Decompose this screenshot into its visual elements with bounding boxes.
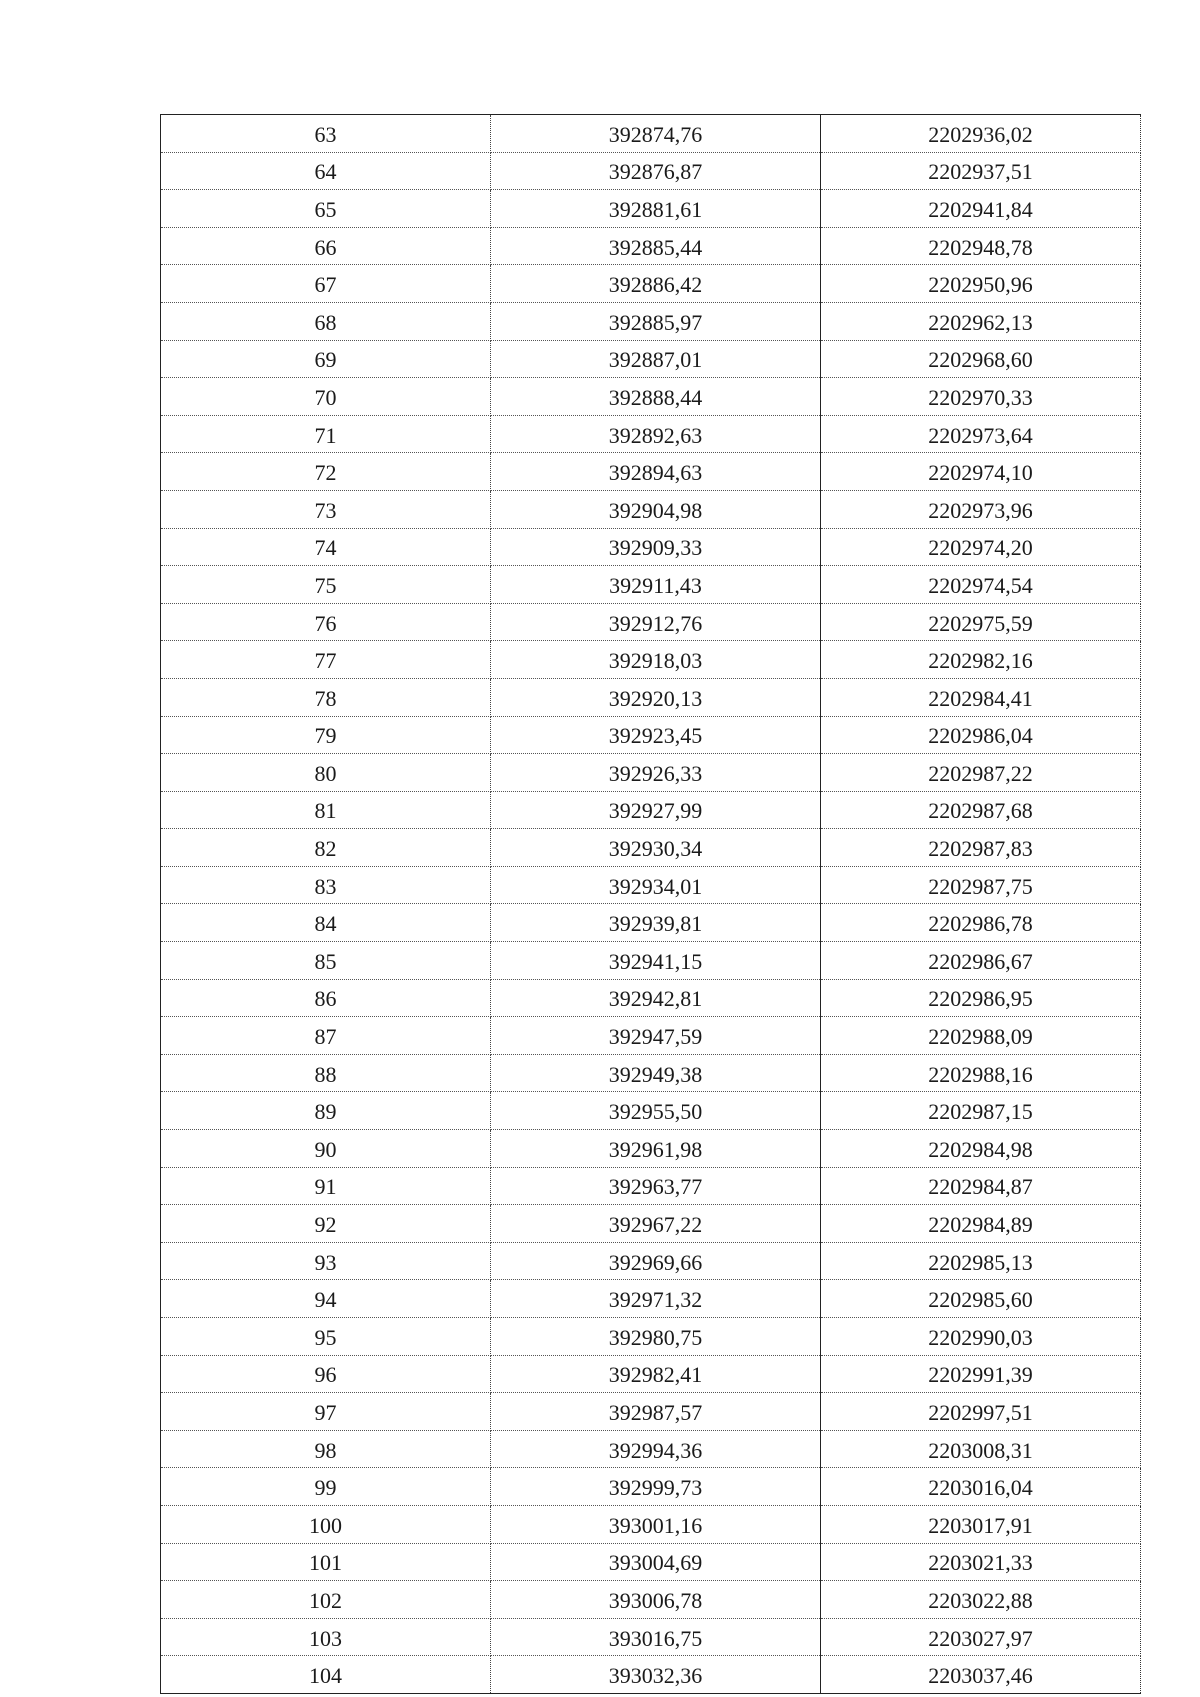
point-number-cell: 90 bbox=[161, 1130, 491, 1168]
y-coordinate-cell: 2202987,15 bbox=[821, 1092, 1141, 1130]
x-coordinate-cell: 392874,76 bbox=[491, 115, 821, 153]
y-coordinate-cell: 2202991,39 bbox=[821, 1355, 1141, 1393]
table-row bbox=[161, 678, 1141, 716]
point-number-cell: 81 bbox=[161, 791, 491, 829]
point-number-cell: 94 bbox=[161, 1280, 491, 1318]
y-coordinate-cell: 2202970,33 bbox=[821, 378, 1141, 416]
point-number-cell: 86 bbox=[161, 979, 491, 1017]
point-number-cell: 88 bbox=[161, 1054, 491, 1092]
y-coordinate-cell: 2202950,96 bbox=[821, 265, 1141, 303]
table-row bbox=[161, 641, 1141, 679]
x-coordinate-cell: 392927,99 bbox=[491, 791, 821, 829]
x-coordinate-cell: 392881,61 bbox=[491, 190, 821, 228]
table-row bbox=[161, 378, 1141, 416]
y-coordinate-cell: 2202990,03 bbox=[821, 1318, 1141, 1356]
y-coordinate-cell: 2202974,54 bbox=[821, 566, 1141, 604]
y-coordinate-cell: 2202988,16 bbox=[821, 1054, 1141, 1092]
table-row bbox=[161, 302, 1141, 340]
point-number-cell: 89 bbox=[161, 1092, 491, 1130]
table-row bbox=[161, 603, 1141, 641]
point-number-cell: 76 bbox=[161, 603, 491, 641]
point-number-cell: 96 bbox=[161, 1355, 491, 1393]
x-coordinate-cell: 392926,33 bbox=[491, 754, 821, 792]
y-coordinate-cell: 2203008,31 bbox=[821, 1430, 1141, 1468]
point-number-cell: 70 bbox=[161, 378, 491, 416]
point-number-cell: 66 bbox=[161, 227, 491, 265]
x-coordinate-cell: 393032,36 bbox=[491, 1656, 821, 1694]
point-number-cell: 82 bbox=[161, 829, 491, 867]
x-coordinate-cell: 392918,03 bbox=[491, 641, 821, 679]
table-row bbox=[161, 1393, 1141, 1431]
table-row bbox=[161, 566, 1141, 604]
table-row bbox=[161, 1543, 1141, 1581]
x-coordinate-cell: 392909,33 bbox=[491, 528, 821, 566]
table-row bbox=[161, 716, 1141, 754]
table-row bbox=[161, 1430, 1141, 1468]
point-number-cell: 103 bbox=[161, 1618, 491, 1656]
table-row bbox=[161, 904, 1141, 942]
table-row bbox=[161, 754, 1141, 792]
coordinates-table bbox=[160, 114, 1141, 1694]
y-coordinate-cell: 2202987,75 bbox=[821, 866, 1141, 904]
table-row bbox=[161, 1318, 1141, 1356]
y-coordinate-cell: 2202986,78 bbox=[821, 904, 1141, 942]
table-row bbox=[161, 265, 1141, 303]
point-number-cell: 101 bbox=[161, 1543, 491, 1581]
y-coordinate-cell: 2202948,78 bbox=[821, 227, 1141, 265]
x-coordinate-cell: 392939,81 bbox=[491, 904, 821, 942]
table-row bbox=[161, 1130, 1141, 1168]
y-coordinate-cell: 2202974,20 bbox=[821, 528, 1141, 566]
x-coordinate-cell: 392987,57 bbox=[491, 1393, 821, 1431]
x-coordinate-cell: 392892,63 bbox=[491, 415, 821, 453]
x-coordinate-cell: 392887,01 bbox=[491, 340, 821, 378]
table-row bbox=[161, 1618, 1141, 1656]
point-number-cell: 73 bbox=[161, 490, 491, 528]
x-coordinate-cell: 393006,78 bbox=[491, 1581, 821, 1619]
point-number-cell: 102 bbox=[161, 1581, 491, 1619]
point-number-cell: 93 bbox=[161, 1242, 491, 1280]
x-coordinate-cell: 392955,50 bbox=[491, 1092, 821, 1130]
y-coordinate-cell: 2202988,09 bbox=[821, 1017, 1141, 1055]
y-coordinate-cell: 2202973,96 bbox=[821, 490, 1141, 528]
x-coordinate-cell: 392971,32 bbox=[491, 1280, 821, 1318]
y-coordinate-cell: 2202984,98 bbox=[821, 1130, 1141, 1168]
y-coordinate-cell: 2202986,95 bbox=[821, 979, 1141, 1017]
point-number-cell: 75 bbox=[161, 566, 491, 604]
y-coordinate-cell: 2202962,13 bbox=[821, 302, 1141, 340]
table-row bbox=[161, 152, 1141, 190]
x-coordinate-cell: 392961,98 bbox=[491, 1130, 821, 1168]
y-coordinate-cell: 2202985,13 bbox=[821, 1242, 1141, 1280]
x-coordinate-cell: 392999,73 bbox=[491, 1468, 821, 1506]
table-row bbox=[161, 1355, 1141, 1393]
table-row bbox=[161, 1280, 1141, 1318]
table-row bbox=[161, 1581, 1141, 1619]
y-coordinate-cell: 2203022,88 bbox=[821, 1581, 1141, 1619]
point-number-cell: 64 bbox=[161, 152, 491, 190]
table-row bbox=[161, 1242, 1141, 1280]
table-row bbox=[161, 1167, 1141, 1205]
point-number-cell: 85 bbox=[161, 942, 491, 980]
x-coordinate-cell: 392980,75 bbox=[491, 1318, 821, 1356]
x-coordinate-cell: 392885,44 bbox=[491, 227, 821, 265]
table-row bbox=[161, 340, 1141, 378]
x-coordinate-cell: 392941,15 bbox=[491, 942, 821, 980]
y-coordinate-cell: 2202968,60 bbox=[821, 340, 1141, 378]
x-coordinate-cell: 392982,41 bbox=[491, 1355, 821, 1393]
point-number-cell: 91 bbox=[161, 1167, 491, 1205]
y-coordinate-cell: 2203021,33 bbox=[821, 1543, 1141, 1581]
x-coordinate-cell: 392949,38 bbox=[491, 1054, 821, 1092]
x-coordinate-cell: 392942,81 bbox=[491, 979, 821, 1017]
y-coordinate-cell: 2202984,87 bbox=[821, 1167, 1141, 1205]
y-coordinate-cell: 2203016,04 bbox=[821, 1468, 1141, 1506]
y-coordinate-cell: 2202984,41 bbox=[821, 678, 1141, 716]
table-row bbox=[161, 1505, 1141, 1543]
point-number-cell: 72 bbox=[161, 453, 491, 491]
x-coordinate-cell: 392888,44 bbox=[491, 378, 821, 416]
table-row bbox=[161, 942, 1141, 980]
point-number-cell: 99 bbox=[161, 1468, 491, 1506]
point-number-cell: 104 bbox=[161, 1656, 491, 1694]
x-coordinate-cell: 392911,43 bbox=[491, 566, 821, 604]
x-coordinate-cell: 392923,45 bbox=[491, 716, 821, 754]
y-coordinate-cell: 2202987,83 bbox=[821, 829, 1141, 867]
table-row bbox=[161, 866, 1141, 904]
x-coordinate-cell: 392920,13 bbox=[491, 678, 821, 716]
x-coordinate-cell: 392904,98 bbox=[491, 490, 821, 528]
x-coordinate-cell: 392947,59 bbox=[491, 1017, 821, 1055]
y-coordinate-cell: 2202985,60 bbox=[821, 1280, 1141, 1318]
table-row bbox=[161, 1092, 1141, 1130]
x-coordinate-cell: 392934,01 bbox=[491, 866, 821, 904]
table-row bbox=[161, 115, 1141, 153]
table-row bbox=[161, 490, 1141, 528]
point-number-cell: 84 bbox=[161, 904, 491, 942]
y-coordinate-cell: 2202997,51 bbox=[821, 1393, 1141, 1431]
table-row bbox=[161, 1054, 1141, 1092]
x-coordinate-cell: 392894,63 bbox=[491, 453, 821, 491]
x-coordinate-cell: 392885,97 bbox=[491, 302, 821, 340]
x-coordinate-cell: 392886,42 bbox=[491, 265, 821, 303]
table-row bbox=[161, 190, 1141, 228]
point-number-cell: 97 bbox=[161, 1393, 491, 1431]
y-coordinate-cell: 2202937,51 bbox=[821, 152, 1141, 190]
point-number-cell: 77 bbox=[161, 641, 491, 679]
x-coordinate-cell: 393016,75 bbox=[491, 1618, 821, 1656]
table-row bbox=[161, 453, 1141, 491]
y-coordinate-cell: 2202987,68 bbox=[821, 791, 1141, 829]
table-row bbox=[161, 1017, 1141, 1055]
table-row bbox=[161, 1656, 1141, 1694]
point-number-cell: 79 bbox=[161, 716, 491, 754]
point-number-cell: 67 bbox=[161, 265, 491, 303]
y-coordinate-cell: 2202975,59 bbox=[821, 603, 1141, 641]
table-row bbox=[161, 791, 1141, 829]
point-number-cell: 80 bbox=[161, 754, 491, 792]
point-number-cell: 95 bbox=[161, 1318, 491, 1356]
x-coordinate-cell: 393001,16 bbox=[491, 1505, 821, 1543]
point-number-cell: 100 bbox=[161, 1505, 491, 1543]
point-number-cell: 98 bbox=[161, 1430, 491, 1468]
x-coordinate-cell: 392967,22 bbox=[491, 1205, 821, 1243]
coordinates-table-body bbox=[161, 115, 1141, 1694]
y-coordinate-cell: 2202982,16 bbox=[821, 641, 1141, 679]
table-row bbox=[161, 1468, 1141, 1506]
y-coordinate-cell: 2202973,64 bbox=[821, 415, 1141, 453]
point-number-cell: 69 bbox=[161, 340, 491, 378]
y-coordinate-cell: 2202986,04 bbox=[821, 716, 1141, 754]
x-coordinate-cell: 392930,34 bbox=[491, 829, 821, 867]
table-row bbox=[161, 528, 1141, 566]
point-number-cell: 65 bbox=[161, 190, 491, 228]
y-coordinate-cell: 2202936,02 bbox=[821, 115, 1141, 153]
y-coordinate-cell: 2203027,97 bbox=[821, 1618, 1141, 1656]
y-coordinate-cell: 2202941,84 bbox=[821, 190, 1141, 228]
point-number-cell: 63 bbox=[161, 115, 491, 153]
point-number-cell: 87 bbox=[161, 1017, 491, 1055]
table-row bbox=[161, 415, 1141, 453]
table-row bbox=[161, 227, 1141, 265]
y-coordinate-cell: 2203037,46 bbox=[821, 1656, 1141, 1694]
point-number-cell: 68 bbox=[161, 302, 491, 340]
table-row bbox=[161, 979, 1141, 1017]
y-coordinate-cell: 2202974,10 bbox=[821, 453, 1141, 491]
point-number-cell: 71 bbox=[161, 415, 491, 453]
y-coordinate-cell: 2202987,22 bbox=[821, 754, 1141, 792]
x-coordinate-cell: 392912,76 bbox=[491, 603, 821, 641]
table-row bbox=[161, 1205, 1141, 1243]
x-coordinate-cell: 392876,87 bbox=[491, 152, 821, 190]
point-number-cell: 83 bbox=[161, 866, 491, 904]
y-coordinate-cell: 2202986,67 bbox=[821, 942, 1141, 980]
point-number-cell: 92 bbox=[161, 1205, 491, 1243]
x-coordinate-cell: 392963,77 bbox=[491, 1167, 821, 1205]
y-coordinate-cell: 2202984,89 bbox=[821, 1205, 1141, 1243]
y-coordinate-cell: 2203017,91 bbox=[821, 1505, 1141, 1543]
point-number-cell: 78 bbox=[161, 678, 491, 716]
table-row bbox=[161, 829, 1141, 867]
x-coordinate-cell: 392969,66 bbox=[491, 1242, 821, 1280]
x-coordinate-cell: 393004,69 bbox=[491, 1543, 821, 1581]
point-number-cell: 74 bbox=[161, 528, 491, 566]
x-coordinate-cell: 392994,36 bbox=[491, 1430, 821, 1468]
